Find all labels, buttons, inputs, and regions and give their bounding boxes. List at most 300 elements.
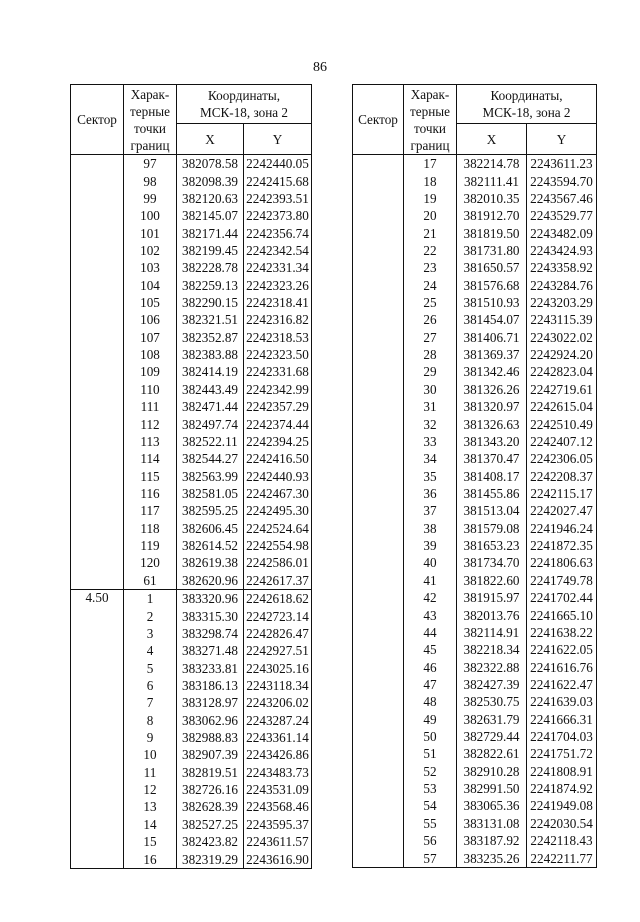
x-coordinate-cell: 381406.71 xyxy=(457,329,527,346)
x-coordinate-cell: 382352.87 xyxy=(177,329,244,346)
table-row xyxy=(353,728,597,745)
sector-cell xyxy=(71,677,124,694)
sector-cell xyxy=(71,190,124,207)
sector-cell xyxy=(71,798,124,815)
table-row xyxy=(71,816,312,833)
sector-cell xyxy=(71,607,124,624)
point-number-cell: 114 xyxy=(124,450,177,467)
point-number-cell: 2 xyxy=(124,607,177,624)
header-points: Харак- терные точки границ xyxy=(124,85,177,155)
table-row xyxy=(353,572,597,589)
table-row xyxy=(71,642,312,659)
sector-cell xyxy=(353,606,404,623)
y-coordinate-cell: 2241751.72 xyxy=(527,745,597,762)
point-number-cell: 52 xyxy=(404,763,457,780)
table-row xyxy=(353,797,597,814)
sector-cell xyxy=(71,467,124,484)
table-row xyxy=(353,433,597,450)
y-coordinate-cell: 2242342.54 xyxy=(244,242,312,259)
x-coordinate-cell: 382471.44 xyxy=(177,398,244,415)
table-row xyxy=(353,849,597,867)
point-number-cell: 24 xyxy=(404,277,457,294)
table-row xyxy=(353,745,597,762)
table-row xyxy=(353,224,597,241)
right-coordinates-table xyxy=(352,84,597,868)
y-coordinate-cell: 2241616.76 xyxy=(527,658,597,675)
y-coordinate-cell: 2242331.68 xyxy=(244,363,312,380)
x-coordinate-cell: 382907.39 xyxy=(177,746,244,763)
sector-cell xyxy=(353,554,404,571)
sector-cell xyxy=(71,398,124,415)
y-coordinate-cell: 2243567.46 xyxy=(527,190,597,207)
header-x: X xyxy=(177,124,244,155)
table-row xyxy=(71,502,312,519)
x-coordinate-cell: 382726.16 xyxy=(177,781,244,798)
table-row xyxy=(71,346,312,363)
right-table-body xyxy=(353,155,597,868)
y-coordinate-cell: 2242323.50 xyxy=(244,346,312,363)
table-row xyxy=(71,172,312,189)
sector-cell xyxy=(71,659,124,676)
table-row xyxy=(71,607,312,624)
y-coordinate-cell: 2242495.30 xyxy=(244,502,312,519)
x-coordinate-cell: 383271.48 xyxy=(177,642,244,659)
sector-cell xyxy=(71,694,124,711)
x-coordinate-cell: 382171.44 xyxy=(177,224,244,241)
sector-cell xyxy=(353,832,404,849)
x-coordinate-cell: 382563.99 xyxy=(177,467,244,484)
point-number-cell: 12 xyxy=(124,781,177,798)
point-number-cell: 20 xyxy=(404,207,457,224)
sector-cell xyxy=(71,712,124,729)
x-coordinate-cell: 382497.74 xyxy=(177,415,244,432)
point-number-cell: 23 xyxy=(404,259,457,276)
header-y: Y xyxy=(244,124,312,155)
y-coordinate-cell: 2242394.25 xyxy=(244,433,312,450)
y-coordinate-cell: 2242030.54 xyxy=(527,815,597,832)
y-coordinate-cell: 2243025.16 xyxy=(244,659,312,676)
sector-cell xyxy=(353,433,404,450)
table-row xyxy=(353,398,597,415)
sector-cell xyxy=(353,224,404,241)
x-coordinate-cell: 382988.83 xyxy=(177,729,244,746)
x-coordinate-cell: 382259.13 xyxy=(177,277,244,294)
sector-cell xyxy=(71,850,124,868)
point-number-cell: 50 xyxy=(404,728,457,745)
table-row xyxy=(353,554,597,571)
point-number-cell: 16 xyxy=(124,850,177,868)
sector-cell xyxy=(353,259,404,276)
table-row xyxy=(71,677,312,694)
sector-cell xyxy=(353,745,404,762)
table-row xyxy=(71,381,312,398)
point-number-cell: 1 xyxy=(124,589,177,607)
y-coordinate-cell: 2242316.82 xyxy=(244,311,312,328)
sector-cell xyxy=(353,797,404,814)
point-number-cell: 106 xyxy=(124,311,177,328)
y-coordinate-cell: 2243203.29 xyxy=(527,294,597,311)
sector-cell xyxy=(71,329,124,346)
point-number-cell: 115 xyxy=(124,467,177,484)
table-row xyxy=(71,572,312,590)
sector-cell xyxy=(71,485,124,502)
table-row xyxy=(353,311,597,328)
y-coordinate-cell: 2242373.80 xyxy=(244,207,312,224)
sector-cell xyxy=(71,746,124,763)
y-coordinate-cell: 2243482.09 xyxy=(527,224,597,241)
point-number-cell: 7 xyxy=(124,694,177,711)
sector-cell xyxy=(353,381,404,398)
x-coordinate-cell: 381650.57 xyxy=(457,259,527,276)
point-number-cell: 103 xyxy=(124,259,177,276)
table-row xyxy=(71,764,312,781)
x-coordinate-cell: 383128.97 xyxy=(177,694,244,711)
point-number-cell: 21 xyxy=(404,224,457,241)
y-coordinate-cell: 2242524.64 xyxy=(244,520,312,537)
point-number-cell: 57 xyxy=(404,849,457,867)
point-number-cell: 33 xyxy=(404,433,457,450)
x-coordinate-cell: 382631.79 xyxy=(457,711,527,728)
y-coordinate-cell: 2242440.93 xyxy=(244,467,312,484)
sector-cell xyxy=(71,625,124,642)
sector-cell xyxy=(71,224,124,241)
x-coordinate-cell: 381731.80 xyxy=(457,242,527,259)
table-row xyxy=(353,294,597,311)
y-coordinate-cell: 2242415.68 xyxy=(244,172,312,189)
sector-cell xyxy=(71,833,124,850)
x-coordinate-cell: 382321.51 xyxy=(177,311,244,328)
point-number-cell: 38 xyxy=(404,520,457,537)
y-coordinate-cell: 2242115.17 xyxy=(527,485,597,502)
point-number-cell: 40 xyxy=(404,554,457,571)
y-coordinate-cell: 2241622.05 xyxy=(527,641,597,658)
y-coordinate-cell: 2241806.63 xyxy=(527,554,597,571)
point-number-cell: 35 xyxy=(404,467,457,484)
table-row xyxy=(353,346,597,363)
point-number-cell: 48 xyxy=(404,693,457,710)
sector-cell xyxy=(353,450,404,467)
point-number-cell: 22 xyxy=(404,242,457,259)
sector-cell xyxy=(71,781,124,798)
sector-cell xyxy=(353,624,404,641)
y-coordinate-cell: 2242826.47 xyxy=(244,625,312,642)
x-coordinate-cell: 382414.19 xyxy=(177,363,244,380)
y-coordinate-cell: 2243287.24 xyxy=(244,712,312,729)
point-number-cell: 4 xyxy=(124,642,177,659)
table-row xyxy=(71,746,312,763)
y-coordinate-cell: 2242356.74 xyxy=(244,224,312,241)
sector-cell xyxy=(353,849,404,867)
x-coordinate-cell: 382530.75 xyxy=(457,693,527,710)
sector-cell xyxy=(353,502,404,519)
y-coordinate-cell: 2242440.05 xyxy=(244,155,312,173)
point-number-cell: 116 xyxy=(124,485,177,502)
point-number-cell: 17 xyxy=(404,155,457,173)
sector-cell xyxy=(71,277,124,294)
point-number-cell: 9 xyxy=(124,729,177,746)
point-number-cell: 111 xyxy=(124,398,177,415)
sector-cell xyxy=(353,658,404,675)
header-coordinates: Координаты, МСК-18, зона 2 xyxy=(457,85,597,124)
y-coordinate-cell: 2241808.91 xyxy=(527,763,597,780)
table-row xyxy=(353,624,597,641)
table-row xyxy=(71,398,312,415)
point-number-cell: 10 xyxy=(124,746,177,763)
y-coordinate-cell: 2242510.49 xyxy=(527,415,597,432)
y-coordinate-cell: 2243611.57 xyxy=(244,833,312,850)
table-row xyxy=(353,589,597,606)
sector-cell xyxy=(353,711,404,728)
point-number-cell: 26 xyxy=(404,311,457,328)
table-row xyxy=(71,554,312,571)
table-row xyxy=(71,294,312,311)
table-row xyxy=(71,798,312,815)
sector-cell xyxy=(71,572,124,590)
x-coordinate-cell: 382628.39 xyxy=(177,798,244,815)
x-coordinate-cell: 382319.29 xyxy=(177,850,244,868)
sector-cell xyxy=(353,641,404,658)
point-number-cell: 8 xyxy=(124,712,177,729)
y-coordinate-cell: 2242306.05 xyxy=(527,450,597,467)
y-coordinate-cell: 2243424.93 xyxy=(527,242,597,259)
x-coordinate-cell: 382527.25 xyxy=(177,816,244,833)
table-row xyxy=(353,815,597,832)
sector-cell xyxy=(353,763,404,780)
point-number-cell: 105 xyxy=(124,294,177,311)
left-table-body xyxy=(71,155,312,869)
x-coordinate-cell: 382606.45 xyxy=(177,520,244,537)
point-number-cell: 54 xyxy=(404,797,457,814)
y-coordinate-cell: 2242393.51 xyxy=(244,190,312,207)
table-row xyxy=(353,832,597,849)
y-coordinate-cell: 2242467.30 xyxy=(244,485,312,502)
x-coordinate-cell: 382619.38 xyxy=(177,554,244,571)
y-coordinate-cell: 2243531.09 xyxy=(244,781,312,798)
sector-cell xyxy=(353,242,404,259)
point-number-cell: 37 xyxy=(404,502,457,519)
x-coordinate-cell: 381912.70 xyxy=(457,207,527,224)
table-row xyxy=(353,329,597,346)
table-row xyxy=(71,242,312,259)
x-coordinate-cell: 381326.63 xyxy=(457,415,527,432)
x-coordinate-cell: 381369.37 xyxy=(457,346,527,363)
sector-cell xyxy=(71,537,124,554)
table-row xyxy=(71,415,312,432)
point-number-cell: 39 xyxy=(404,537,457,554)
x-coordinate-cell: 382120.63 xyxy=(177,190,244,207)
sector-cell xyxy=(71,729,124,746)
table-row xyxy=(71,329,312,346)
table-row xyxy=(71,694,312,711)
table-row xyxy=(353,693,597,710)
table-row xyxy=(71,850,312,868)
point-number-cell: 104 xyxy=(124,277,177,294)
y-coordinate-cell: 2242318.53 xyxy=(244,329,312,346)
x-coordinate-cell: 381734.70 xyxy=(457,554,527,571)
x-coordinate-cell: 383131.08 xyxy=(457,815,527,832)
y-coordinate-cell: 2242357.29 xyxy=(244,398,312,415)
x-coordinate-cell: 381510.93 xyxy=(457,294,527,311)
header-coordinates: Координаты, МСК-18, зона 2 xyxy=(177,85,312,124)
sector-cell xyxy=(353,294,404,311)
y-coordinate-cell: 2241638.22 xyxy=(527,624,597,641)
x-coordinate-cell: 382145.07 xyxy=(177,207,244,224)
table-row xyxy=(353,537,597,554)
x-coordinate-cell: 381579.08 xyxy=(457,520,527,537)
table-row xyxy=(353,502,597,519)
y-coordinate-cell: 2243568.46 xyxy=(244,798,312,815)
left-coordinates-table xyxy=(70,84,312,869)
sector-cell xyxy=(353,346,404,363)
y-coordinate-cell: 2241946.24 xyxy=(527,520,597,537)
table-row xyxy=(71,259,312,276)
sector-cell xyxy=(353,572,404,589)
x-coordinate-cell: 382383.88 xyxy=(177,346,244,363)
x-coordinate-cell: 381370.47 xyxy=(457,450,527,467)
x-coordinate-cell: 381343.20 xyxy=(457,433,527,450)
point-number-cell: 5 xyxy=(124,659,177,676)
y-coordinate-cell: 2242027.47 xyxy=(527,502,597,519)
header-y: Y xyxy=(527,124,597,155)
x-coordinate-cell: 383187.92 xyxy=(457,832,527,849)
point-number-cell: 18 xyxy=(404,172,457,189)
table-row xyxy=(71,520,312,537)
table-row xyxy=(71,712,312,729)
table-row xyxy=(353,467,597,484)
y-coordinate-cell: 2242586.01 xyxy=(244,554,312,571)
x-coordinate-cell: 383315.30 xyxy=(177,607,244,624)
y-coordinate-cell: 2242719.61 xyxy=(527,381,597,398)
sector-cell xyxy=(353,537,404,554)
y-coordinate-cell: 2243022.02 xyxy=(527,329,597,346)
sector-cell xyxy=(353,363,404,380)
y-coordinate-cell: 2243358.92 xyxy=(527,259,597,276)
x-coordinate-cell: 382819.51 xyxy=(177,764,244,781)
x-coordinate-cell: 383320.96 xyxy=(177,589,244,607)
x-coordinate-cell: 381320.97 xyxy=(457,398,527,415)
point-number-cell: 44 xyxy=(404,624,457,641)
point-number-cell: 47 xyxy=(404,676,457,693)
x-coordinate-cell: 381576.68 xyxy=(457,277,527,294)
sector-cell xyxy=(71,172,124,189)
point-number-cell: 27 xyxy=(404,329,457,346)
x-coordinate-cell: 382078.58 xyxy=(177,155,244,173)
table-row xyxy=(71,450,312,467)
y-coordinate-cell: 2241665.10 xyxy=(527,606,597,623)
point-number-cell: 49 xyxy=(404,711,457,728)
x-coordinate-cell: 381455.86 xyxy=(457,485,527,502)
table-row xyxy=(71,311,312,328)
x-coordinate-cell: 382199.45 xyxy=(177,242,244,259)
point-number-cell: 53 xyxy=(404,780,457,797)
sector-cell xyxy=(353,155,404,173)
header-sector: Сектор xyxy=(71,85,124,155)
point-number-cell: 15 xyxy=(124,833,177,850)
y-coordinate-cell: 2243118.34 xyxy=(244,677,312,694)
point-number-cell: 36 xyxy=(404,485,457,502)
point-number-cell: 30 xyxy=(404,381,457,398)
x-coordinate-cell: 383298.74 xyxy=(177,625,244,642)
table-row xyxy=(353,155,597,173)
sector-cell xyxy=(353,329,404,346)
sector-cell xyxy=(353,728,404,745)
table-row xyxy=(353,381,597,398)
point-number-cell: 99 xyxy=(124,190,177,207)
x-coordinate-cell: 382620.96 xyxy=(177,572,244,590)
x-coordinate-cell: 382544.27 xyxy=(177,450,244,467)
y-coordinate-cell: 2243616.90 xyxy=(244,850,312,868)
y-coordinate-cell: 2242342.99 xyxy=(244,381,312,398)
y-coordinate-cell: 2241949.08 xyxy=(527,797,597,814)
x-coordinate-cell: 381819.50 xyxy=(457,224,527,241)
point-number-cell: 107 xyxy=(124,329,177,346)
table-row xyxy=(353,190,597,207)
sector-cell xyxy=(71,294,124,311)
table-row xyxy=(71,277,312,294)
point-number-cell: 55 xyxy=(404,815,457,832)
point-number-cell: 108 xyxy=(124,346,177,363)
point-number-cell: 13 xyxy=(124,798,177,815)
y-coordinate-cell: 2242318.41 xyxy=(244,294,312,311)
table-row xyxy=(353,676,597,693)
sector-cell xyxy=(353,693,404,710)
table-row xyxy=(71,207,312,224)
y-coordinate-cell: 2241874.92 xyxy=(527,780,597,797)
x-coordinate-cell: 382522.11 xyxy=(177,433,244,450)
sector-cell xyxy=(71,502,124,519)
table-row xyxy=(353,763,597,780)
sector-cell xyxy=(353,207,404,224)
sector-cell xyxy=(353,311,404,328)
sector-cell xyxy=(353,467,404,484)
table-row xyxy=(353,711,597,728)
point-number-cell: 6 xyxy=(124,677,177,694)
x-coordinate-cell: 382581.05 xyxy=(177,485,244,502)
y-coordinate-cell: 2242617.37 xyxy=(244,572,312,590)
point-number-cell: 32 xyxy=(404,415,457,432)
sector-cell xyxy=(353,190,404,207)
table-row xyxy=(71,625,312,642)
x-coordinate-cell: 382010.35 xyxy=(457,190,527,207)
table-row xyxy=(353,363,597,380)
sector-cell xyxy=(71,642,124,659)
point-number-cell: 56 xyxy=(404,832,457,849)
point-number-cell: 19 xyxy=(404,190,457,207)
sector-cell xyxy=(353,398,404,415)
table-row xyxy=(353,606,597,623)
sector-cell xyxy=(71,155,124,173)
point-number-cell: 43 xyxy=(404,606,457,623)
y-coordinate-cell: 2242208.37 xyxy=(527,467,597,484)
sector-cell xyxy=(71,554,124,571)
x-coordinate-cell: 383235.26 xyxy=(457,849,527,867)
point-number-cell: 61 xyxy=(124,572,177,590)
sector-cell xyxy=(353,520,404,537)
point-number-cell: 120 xyxy=(124,554,177,571)
sector-cell xyxy=(71,381,124,398)
table-row xyxy=(71,363,312,380)
x-coordinate-cell: 382114.91 xyxy=(457,624,527,641)
table-row xyxy=(353,207,597,224)
table-row xyxy=(71,155,312,173)
sector-cell xyxy=(71,433,124,450)
page-number: 86 xyxy=(313,60,327,75)
table-row xyxy=(353,259,597,276)
sector-cell xyxy=(71,242,124,259)
y-coordinate-cell: 2243529.77 xyxy=(527,207,597,224)
table-row xyxy=(71,589,312,607)
y-coordinate-cell: 2242416.50 xyxy=(244,450,312,467)
